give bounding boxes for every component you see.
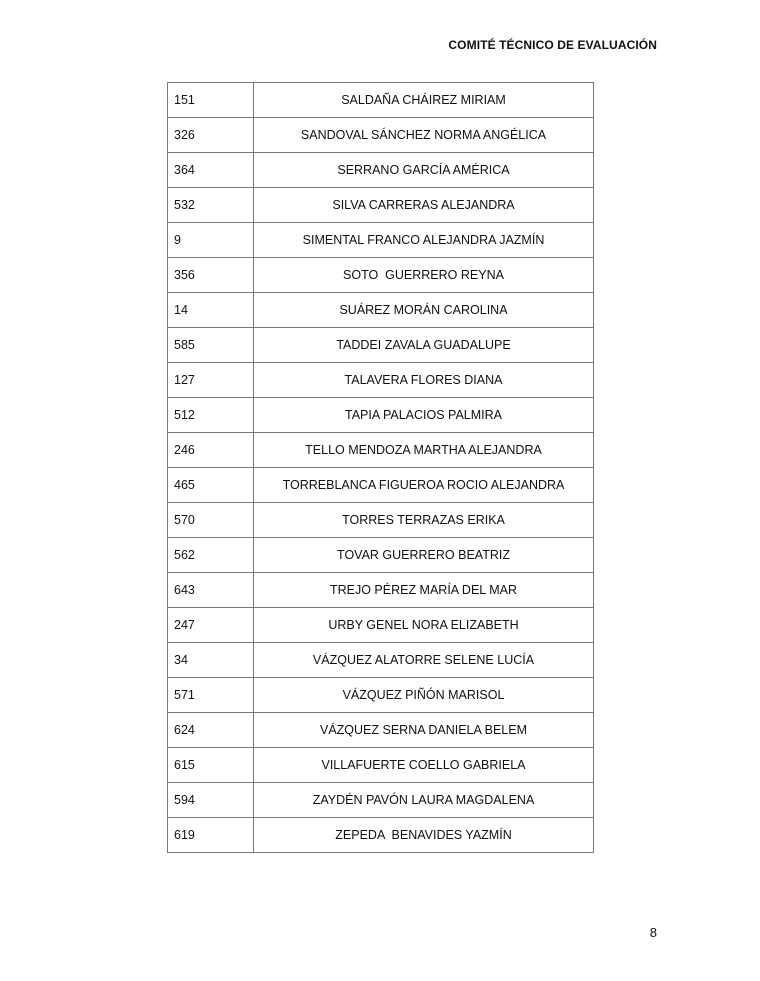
row-name: ZAYDÉN PAVÓN LAURA MAGDALENA	[254, 783, 594, 818]
table-row	[168, 328, 594, 363]
table-row	[168, 713, 594, 748]
table-row	[168, 538, 594, 573]
row-name: TAPIA PALACIOS PALMIRA	[254, 398, 594, 433]
row-name: SOTO GUERRERO REYNA	[254, 258, 594, 293]
row-name: TORRES TERRAZAS ERIKA	[254, 503, 594, 538]
row-number: 364	[168, 153, 254, 188]
row-number: 247	[168, 608, 254, 643]
row-name: SIMENTAL FRANCO ALEJANDRA JAZMÍN	[254, 223, 594, 258]
row-name: SANDOVAL SÁNCHEZ NORMA ANGÉLICA	[254, 118, 594, 153]
row-number: 465	[168, 468, 254, 503]
table-row	[168, 293, 594, 328]
row-name: SERRANO GARCÍA AMÉRICA	[254, 153, 594, 188]
table-row	[168, 678, 594, 713]
row-number: 624	[168, 713, 254, 748]
table-row	[168, 153, 594, 188]
table-row	[168, 748, 594, 783]
table-row	[168, 573, 594, 608]
roster-table	[167, 82, 594, 853]
row-name: VÁZQUEZ PIÑÓN MARISOL	[254, 678, 594, 713]
page-number: 8	[649, 925, 657, 940]
row-number: 246	[168, 433, 254, 468]
row-number: 619	[168, 818, 254, 853]
row-number: 14	[168, 293, 254, 328]
row-number: 326	[168, 118, 254, 153]
row-name: TORREBLANCA FIGUEROA ROCIO ALEJANDRA	[254, 468, 594, 503]
row-name: TADDEI ZAVALA GUADALUPE	[254, 328, 594, 363]
roster-table-body	[168, 83, 594, 853]
table-row	[168, 118, 594, 153]
page-header-title: COMITÉ TÉCNICO DE EVALUACIÓN	[448, 38, 657, 52]
row-name: SALDAÑA CHÁIREZ MIRIAM	[254, 83, 594, 118]
row-number: 570	[168, 503, 254, 538]
row-number: 127	[168, 363, 254, 398]
row-number: 9	[168, 223, 254, 258]
row-number: 532	[168, 188, 254, 223]
table-row	[168, 188, 594, 223]
row-number: 615	[168, 748, 254, 783]
row-name: VÁZQUEZ SERNA DANIELA BELEM	[254, 713, 594, 748]
table-row	[168, 398, 594, 433]
row-name: VÁZQUEZ ALATORRE SELENE LUCÍA	[254, 643, 594, 678]
row-name: SUÁREZ MORÁN CAROLINA	[254, 293, 594, 328]
table-row	[168, 503, 594, 538]
table-row	[168, 783, 594, 818]
table-row	[168, 223, 594, 258]
row-number: 356	[168, 258, 254, 293]
row-number: 34	[168, 643, 254, 678]
table-row	[168, 468, 594, 503]
row-name: SILVA CARRERAS ALEJANDRA	[254, 188, 594, 223]
row-name: ZEPEDA BENAVIDES YAZMÍN	[254, 818, 594, 853]
row-number: 562	[168, 538, 254, 573]
table-row	[168, 818, 594, 853]
row-number: 571	[168, 678, 254, 713]
row-number: 585	[168, 328, 254, 363]
row-name: VILLAFUERTE COELLO GABRIELA	[254, 748, 594, 783]
table-row	[168, 608, 594, 643]
row-name: TELLO MENDOZA MARTHA ALEJANDRA	[254, 433, 594, 468]
row-name: TREJO PÉREZ MARÍA DEL MAR	[254, 573, 594, 608]
table-row	[168, 643, 594, 678]
row-number: 643	[168, 573, 254, 608]
row-number: 594	[168, 783, 254, 818]
table-row	[168, 433, 594, 468]
row-number: 151	[168, 83, 254, 118]
row-name: TOVAR GUERRERO BEATRIZ	[254, 538, 594, 573]
table-row	[168, 363, 594, 398]
row-number: 512	[168, 398, 254, 433]
table-row	[168, 258, 594, 293]
row-name: TALAVERA FLORES DIANA	[254, 363, 594, 398]
table-row	[168, 83, 594, 118]
row-name: URBY GENEL NORA ELIZABETH	[254, 608, 594, 643]
